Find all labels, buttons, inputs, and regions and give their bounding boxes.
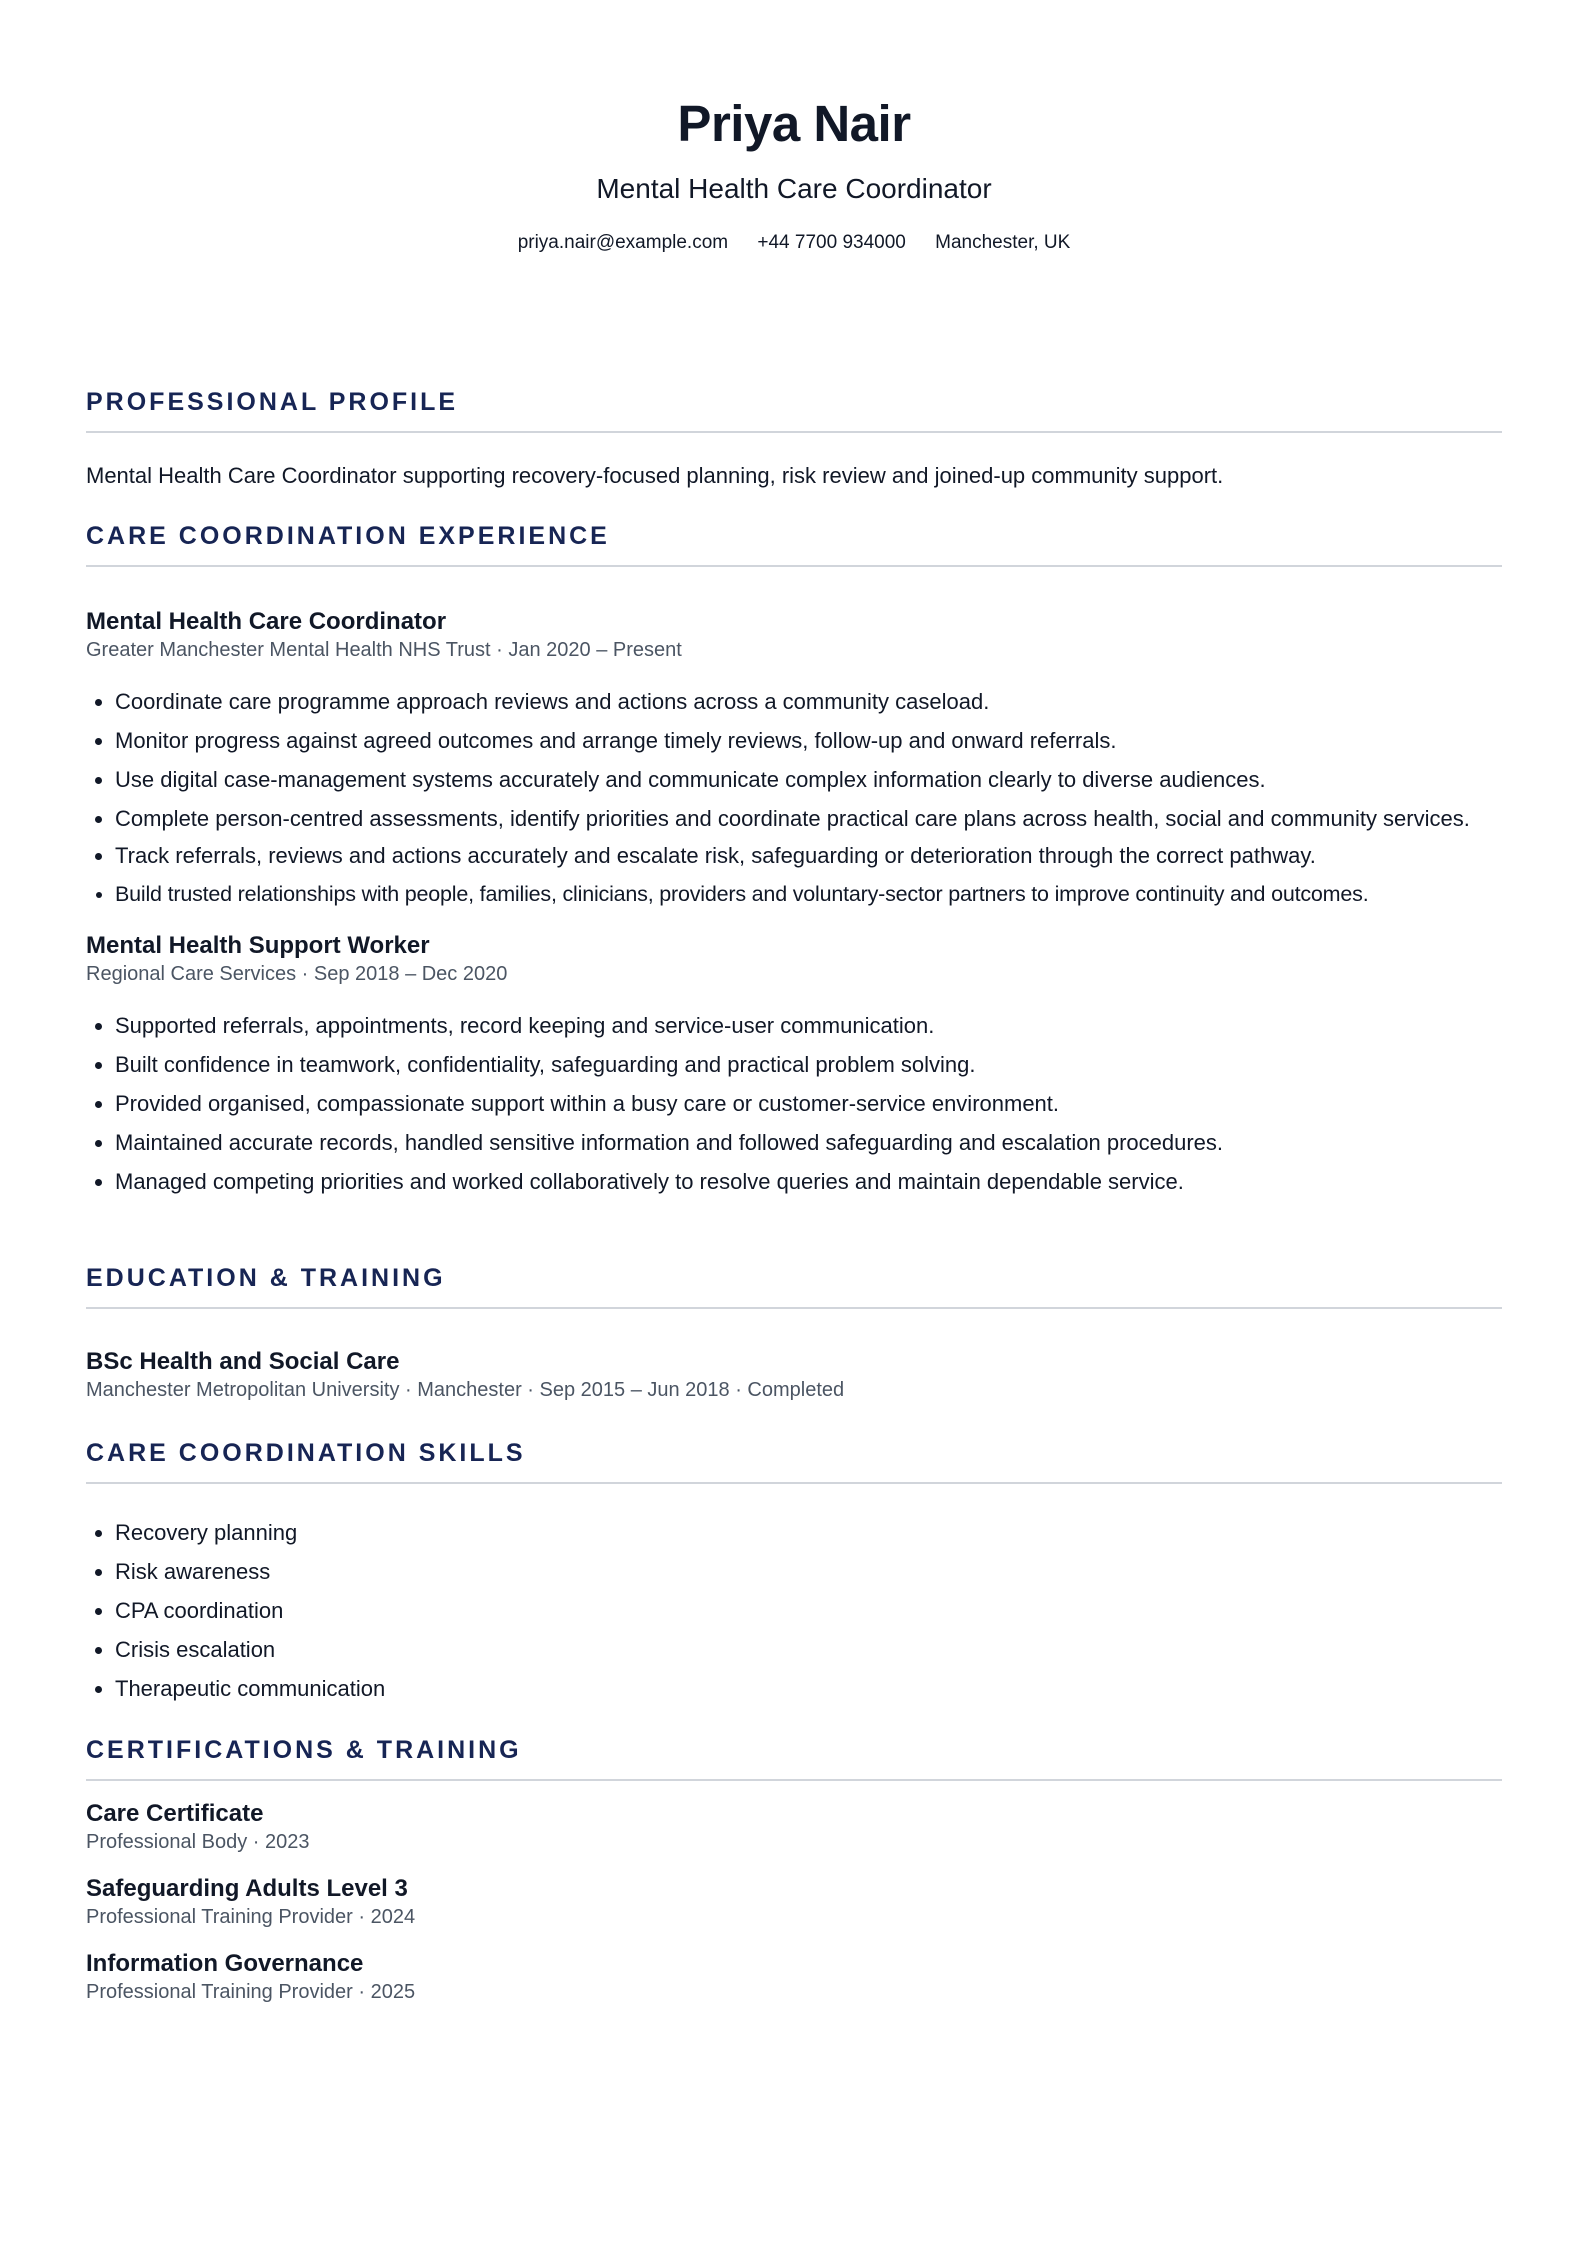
section-heading-experience: CARE COORDINATION EXPERIENCE xyxy=(86,522,610,550)
job-entry xyxy=(86,931,1502,1196)
list-item: • Supported referrals, appointments, record keeping and service-user communication. xyxy=(115,1011,1502,1040)
list-item: • Complete person-centred assessments, identify priorities and coordinate practical care plans across health, social and community services. xyxy=(115,804,1502,833)
certification-entry xyxy=(86,1949,1502,2005)
job-title: Mental Health Support Worker xyxy=(86,932,430,959)
section-heading-skills: CARE COORDINATION SKILLS xyxy=(86,1439,526,1467)
certification-meta: Professional Body · 2023 xyxy=(86,1831,310,1853)
certification-meta: Professional Training Provider · 2024 xyxy=(86,1906,416,1928)
list-item: • Provided organised, compassionate support within a busy care or customer-service environment. xyxy=(115,1089,1502,1118)
certification-entry xyxy=(86,1874,1502,1930)
section-divider xyxy=(86,1779,1502,1781)
skills-list xyxy=(86,1518,1502,1703)
list-item: • Use digital case-management systems accurately and communicate complex information clearly to diverse audiences. xyxy=(115,765,1502,794)
list-item: • Risk awareness xyxy=(115,1557,1502,1586)
list-item: • Monitor progress against agreed outcomes and arrange timely reviews, follow-up and onward referrals. xyxy=(115,726,1502,755)
section-divider xyxy=(86,431,1502,433)
list-item: • Build trusted relationships with people, families, clinicians, providers and voluntary-sector partners to improve continuity and outcomes. xyxy=(115,880,1502,909)
education-section xyxy=(86,1263,1502,1403)
section-heading-education: EDUCATION & TRAINING xyxy=(86,1264,446,1292)
contact-email: priya.nair@example.com xyxy=(517,232,729,253)
certification-title: Care Certificate xyxy=(86,1800,264,1827)
job-bullets xyxy=(86,1011,1502,1196)
certification-title: Information Governance xyxy=(86,1950,364,1977)
experience-section xyxy=(86,521,1502,1196)
list-item: • Built confidence in teamwork, confidentiality, safeguarding and practical problem solving. xyxy=(115,1050,1502,1079)
list-item: • Crisis escalation xyxy=(115,1635,1502,1664)
skills-section xyxy=(86,1438,1502,1703)
contact-line xyxy=(86,231,1502,255)
certification-title: Safeguarding Adults Level 3 xyxy=(86,1875,408,1902)
list-item: • Managed competing priorities and worked collaboratively to resolve queries and maintain dependable service. xyxy=(115,1167,1502,1196)
contact-location: Manchester, UK xyxy=(935,232,1071,253)
resume-header xyxy=(86,0,1502,255)
job-bullets xyxy=(86,687,1502,909)
profile-section xyxy=(86,387,1502,491)
list-item: • Coordinate care programme approach reviews and actions across a community caseload. xyxy=(115,687,1502,716)
section-heading-certifications: CERTIFICATIONS & TRAINING xyxy=(86,1736,522,1764)
section-divider xyxy=(86,565,1502,567)
list-item: • Therapeutic communication xyxy=(115,1674,1502,1703)
education-entry xyxy=(86,1347,1502,1403)
list-item: • Track referrals, reviews and actions accurately and escalate risk, safeguarding or deterioration through the correct pathway. xyxy=(115,841,1502,870)
job-meta: Greater Manchester Mental Health NHS Trust · Jan 2020 – Present xyxy=(86,639,682,661)
certifications-section xyxy=(86,1735,1502,2005)
candidate-name: Priya Nair xyxy=(677,95,911,152)
certification-meta: Professional Training Provider · 2025 xyxy=(86,1981,416,2003)
section-divider xyxy=(86,1307,1502,1309)
candidate-title: Mental Health Care Coordinator xyxy=(596,173,992,204)
section-divider xyxy=(86,1482,1502,1484)
job-title: Mental Health Care Coordinator xyxy=(86,608,447,635)
list-item: • Recovery planning xyxy=(115,1518,1502,1547)
section-heading-profile: PROFESSIONAL PROFILE xyxy=(86,388,459,416)
degree-meta: Manchester Metropolitan University · Manchester · Sep 2015 – Jun 2018 · Completed xyxy=(86,1379,845,1401)
list-item: • CPA coordination xyxy=(115,1596,1502,1625)
list-item: • Maintained accurate records, handled sensitive information and followed safeguarding and escalation procedures. xyxy=(115,1128,1502,1157)
job-meta: Regional Care Services · Sep 2018 – Dec 2020 xyxy=(86,963,508,985)
contact-phone: +44 7700 934000 xyxy=(757,232,906,253)
certification-entry xyxy=(86,1799,1502,1855)
profile-summary: Mental Health Care Coordinator supporting recovery-focused planning, risk review and joined-up community support. xyxy=(86,463,1224,488)
job-entry xyxy=(86,607,1502,909)
degree-title: BSc Health and Social Care xyxy=(86,1348,400,1375)
